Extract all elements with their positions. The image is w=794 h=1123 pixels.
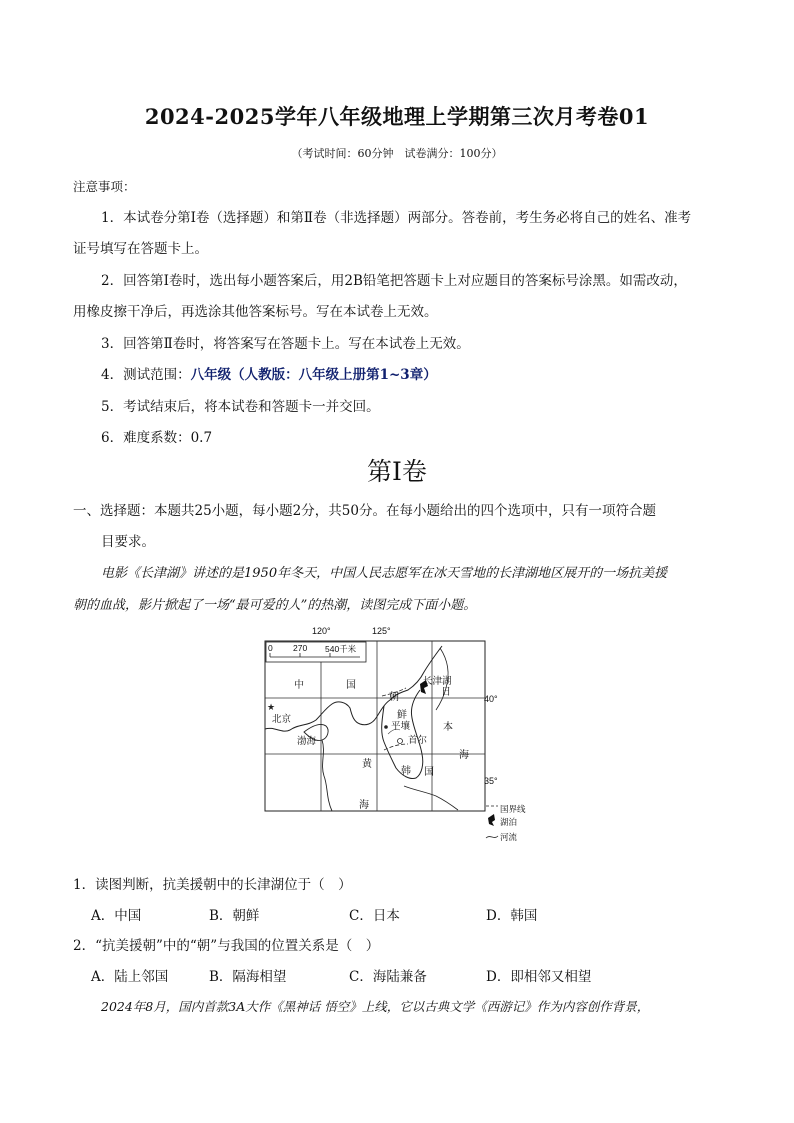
- map-label-bohai: 渤海: [297, 736, 317, 747]
- map-label-changjin-lake: 长津湖: [423, 676, 452, 687]
- notice-item-4: [101, 363, 437, 383]
- notice-item-4-prefix: 4．测试范围：: [101, 367, 191, 383]
- notice-item-2-line-1: 2．回答第Ⅰ卷时，选出每小题答案后，用2B铅笔把答题卡上对应题目的答案标号涂黑。如需改动，: [101, 273, 687, 289]
- legend-label-lake: 湖泊: [500, 817, 518, 827]
- map-label-pyongyang: 平壤: [391, 721, 411, 732]
- notice-item-5: 5．考试结束后，将本试卷和答题卡一并交回。: [101, 399, 380, 415]
- scale-label-0: 0: [268, 643, 273, 653]
- section-instruction-line-2: 目要求。: [101, 534, 155, 550]
- section-instruction-line-1: 一、选择题：本题共25小题，每小题2分，共50分。在每小题给出的四个选项中，只有一项符合题: [73, 503, 656, 519]
- page-title: 2024-2025学年八年级地理上学期第三次月考卷01: [144, 104, 650, 129]
- map-label-beijing: 北京: [272, 714, 292, 725]
- question-2-option-c: C．海陆兼备: [349, 969, 427, 985]
- question-1-option-c: C．日本: [349, 908, 400, 924]
- legend-label-border: 国界线: [500, 804, 526, 814]
- notice-item-6: 6．难度系数：0.7: [101, 430, 213, 446]
- map-label-ben: 本: [443, 722, 453, 733]
- passage-2-line-1: 2024年8月，国内首款3A大作《黑神话 悟空》上线，它以古典文学《西游记》作为内容创作背景，: [101, 999, 650, 1014]
- map-label-sea-of-japan: 海: [459, 750, 469, 761]
- legend-river-symbol: [486, 836, 498, 838]
- map-label-seoul: 首尔: [408, 735, 428, 746]
- map-label-zhong: 中: [294, 680, 304, 691]
- scale-label-540: 540千米: [325, 644, 357, 654]
- question-2-option-d: D．即相邻又相望: [486, 969, 592, 985]
- map-label-han: 韩: [401, 766, 411, 777]
- lon-label-125: 125°: [372, 626, 391, 636]
- map-label-huang: 黄: [362, 759, 372, 770]
- lat-label-35: 35°: [484, 776, 498, 786]
- notice-item-3: 3．回答第Ⅱ卷时，将答案写在答题卡上。写在本试卷上无效。: [101, 336, 470, 352]
- legend-lake-symbol: [488, 814, 495, 826]
- lon-label-120: 120°: [312, 626, 331, 636]
- notice-item-1-line-1: 1．本试卷分第Ⅰ卷（选择题）和第Ⅱ卷（非选择题）两部分。答卷前，考生务必将自己的姓名、准考: [101, 210, 692, 226]
- scale-label-270: 270: [293, 643, 308, 653]
- question-2-option-b: B．隔海相望: [209, 969, 287, 985]
- question-1-option-d: D．韩国: [486, 908, 538, 924]
- passage-1-line-2: 朝的血战，影片掀起了一场“最可爱的人”的热潮，读图完成下面小题。: [73, 598, 477, 613]
- beijing-star-icon: ★: [267, 702, 276, 712]
- map-label-guo-kr: 国: [424, 767, 434, 778]
- exam-info: （考试时间：60分钟 试卷满分：100分）: [291, 147, 503, 160]
- notice-item-2-line-2: 用橡皮擦干净后，再选涂其他答案标号。写在本试卷上无效。: [73, 304, 438, 320]
- pyongyang-marker: [384, 725, 388, 729]
- lat-label-40: 40°: [484, 694, 498, 704]
- question-1-option-a: A．中国: [91, 908, 142, 924]
- legend-label-river: 河流: [500, 832, 518, 842]
- map-label-chao: 朝: [389, 692, 399, 703]
- map-label-ri: 日: [441, 687, 451, 698]
- passage-1-line-1: 电影《长津湖》讲述的是1950年冬天，中国人民志愿军在冰天雪地的长津湖地区展开的一场抗美援: [101, 566, 668, 581]
- map-label-yellow-sea: 海: [359, 800, 369, 811]
- notice-item-1-line-2: 证号填写在答题卡上。: [73, 241, 208, 257]
- question-2-stem: 2．“抗美援朝”中的“朝”与我国的位置关系是（ ）: [73, 938, 380, 954]
- notice-heading: 注意事项：: [73, 179, 136, 194]
- question-1-stem: 1．读图判断，抗美援朝中的长津湖位于（ ）: [73, 877, 352, 893]
- section-heading: 第Ⅰ卷: [367, 457, 427, 486]
- map-label-guo: 国: [346, 680, 356, 691]
- question-2-option-a: A．陆上邻国: [91, 969, 169, 985]
- question-1-option-b: B．朝鲜: [209, 908, 260, 924]
- map-label-xian: 鲜: [397, 710, 407, 721]
- test-scope: 八年级（人教版：八年级上册第1~3章）: [190, 367, 437, 383]
